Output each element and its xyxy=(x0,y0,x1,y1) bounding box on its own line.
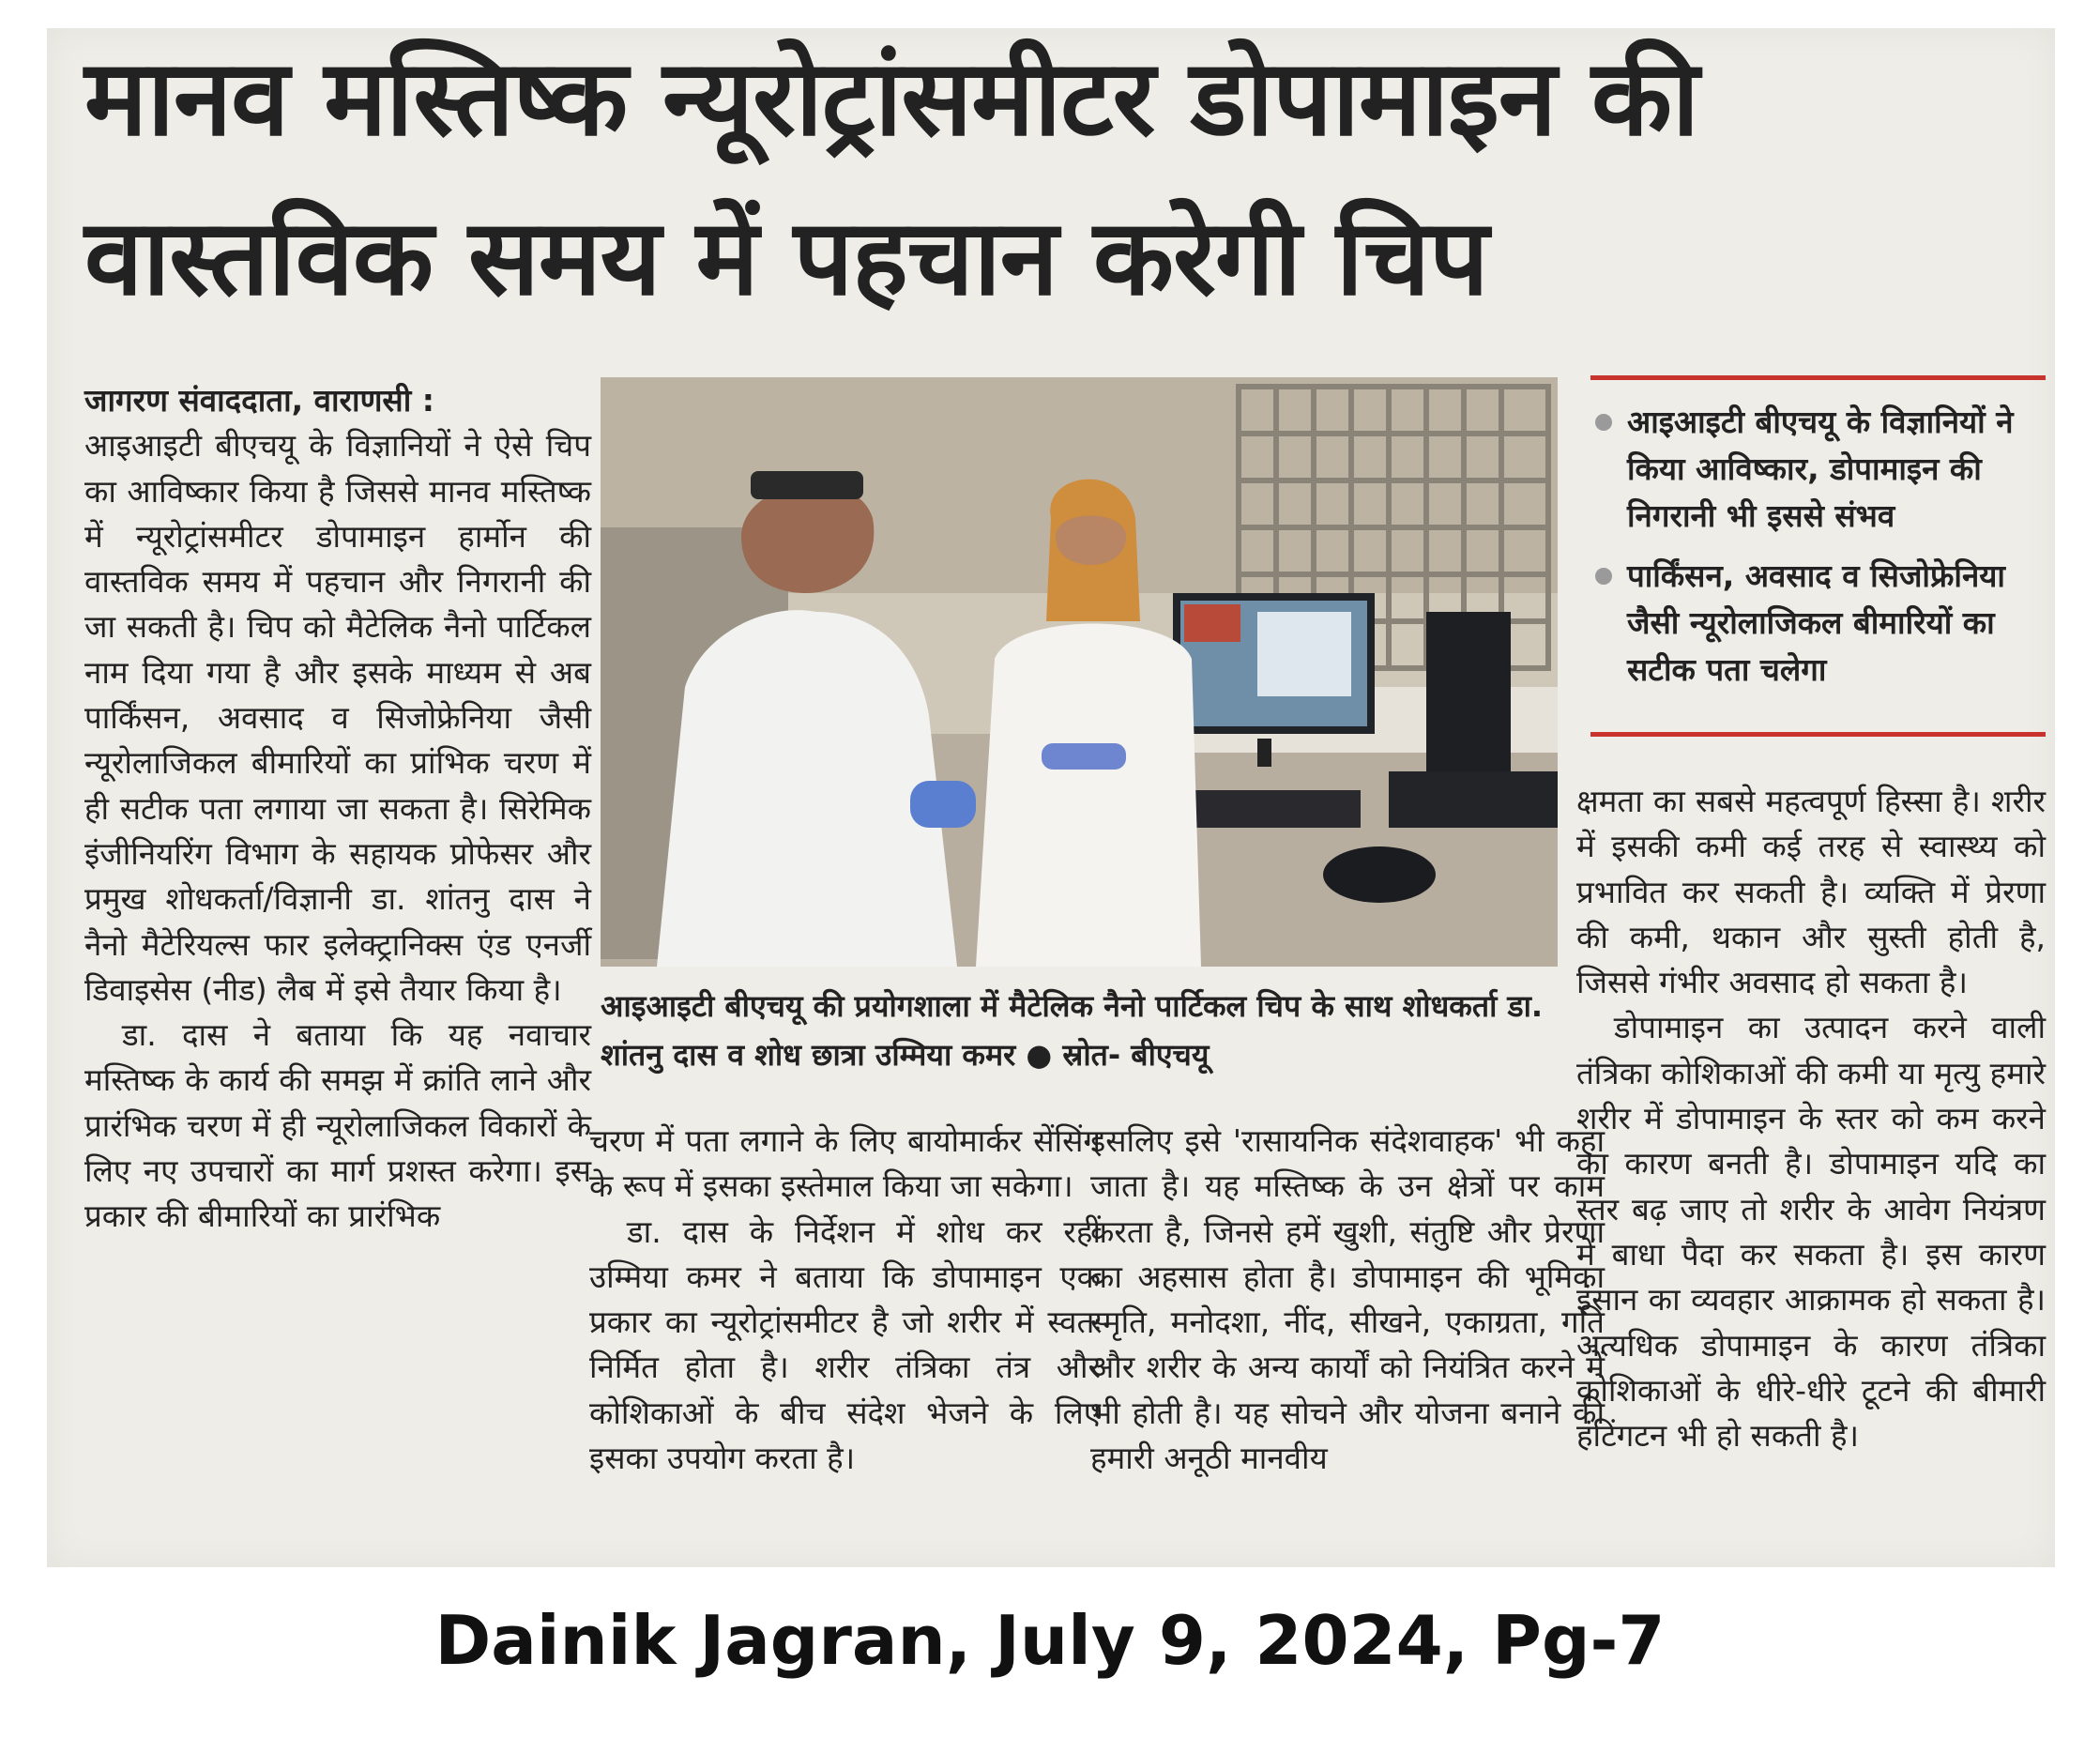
photo-credit: स्रोत- बीएचयू xyxy=(1062,1037,1210,1073)
highlight-text: आइआइटी बीएचयू के विज्ञानियों ने किया आविष्कार, डोपामाइन की निगरानी भी इससे संभव xyxy=(1627,404,2014,534)
article-column-3 xyxy=(1090,1119,1605,1481)
column-1-paragraph-1: आइआइटी बीएचयू के विज्ञानियों ने ऐसे चिप का आविष्कार किया है जिससे मानव मस्तिष्क में न्यूरोट्रांसमीटर डोपामाइन हार्मोन की वास्तविक समय में पहचान और निगरानी की जा सकती है। चिप को मैटेलिक नैनो पार्टिकल नाम दिया गया है और इसके माध्यम से अब पार्किंसन, अवसाद व सिजोफ्रेनिया जैसी न्यूरोलाजिकल बीमारियों का प्रांभिक चरण में ही सटीक पता लगाया जा सकता है। सिरेमिक इंजीनियरिंग विभाग के सहायक प्रोफेसर और प्रमुख शोधकर्ता/विज्ञानी डा. शांतनु दास ने नैनो मैटेरियल्स फार इलेक्ट्रानिक्स एंड एनर्जी डिवाइसेस (नीड) लैब में इसे तैयार किया है। xyxy=(84,427,591,1008)
highlight-text: पार्किंसन, अवसाद व सिजोफ्रेनिया जैसी न्यूरोलाजिकल बीमारियों का सटीक पता चलेगा xyxy=(1627,557,2005,688)
article-column-2 xyxy=(589,1119,1101,1481)
headline-line-1: मानव मस्तिष्क न्यूरोट्रांसमीटर डोपामाइन की xyxy=(84,38,1699,160)
photo-caption xyxy=(601,982,1576,1079)
highlight-item xyxy=(1595,553,2046,694)
highlights-box xyxy=(1595,399,2046,707)
lab-photo xyxy=(601,377,1558,967)
column-2-paragraph-1: चरण में पता लगाने के लिए बायोमार्कर सेंसिंग के रूप में इसका इस्तेमाल किया जा सकेगा। xyxy=(589,1122,1101,1205)
bullet-icon xyxy=(1595,414,1612,431)
highlight-top-rule xyxy=(1590,375,2046,380)
column-4-paragraph-2: डोपामाइन का उत्पादन करने वाली तंत्रिका कोशिकाओं की कमी या मृत्यु हमारे शरीर में डोपामाइन के स्तर को कम करने का कारण बनती है। डोपामाइन यदि का स्तर बढ़ जाए तो शरीर के आवेग नियंत्रण में बाधा पैदा कर सकता है। इस कारण इंसान का व्यवहार आक्रामक हो सकता है। अत्यधिक डोपामाइन के कारण तंत्रिका कोशिकाओं के धीरे-धीरे टूटने की बीमारी हंटिंगटन भी हो सकती है। xyxy=(1576,1009,2046,1455)
column-3-paragraph-1: इसलिए इसे 'रासायनिक संदेशवाहक' भी कहा जाता है। यह मस्तिष्क के उन क्षेत्रों पर काम करता है, जिनसे हमें खुशी, संतुष्टि और प्रेरणा का अहसास होता है। डोपामाइन की भूमिका स्मृति, मनोदशा, नींद, सीखने, एकाग्रता, गति और शरीर के अन्य कार्यों को नियंत्रित करने में भी होती है। यह सोचने और योजना बनाने की हमारी अनूठी मानवीय xyxy=(1090,1122,1605,1477)
column-1-paragraph-2: डा. दास ने बताया कि यह नवाचार मस्तिष्क के कार्य की समझ में क्रांति लाने और प्रारंभिक चरण में ही न्यूरोलाजिकल विकारों के लिए नए उपचारों का मार्ग प्रशस्त करेगा। इस प्रकार की बीमारियों का प्रारंभिक xyxy=(84,1016,591,1235)
column-4-paragraph-1: क्षमता का सबसे महत्वपूर्ण हिस्सा है। शरीर में इसकी कमी कई तरह से स्वास्थ्य को प्रभावित कर सकती है। व्यक्ति में प्रेरणा की कमी, थकान और सुस्ती होती है, जिससे गंभीर अवसाद हो सकता है। xyxy=(1576,783,2046,1001)
article-column-4 xyxy=(1576,779,2046,1458)
headline-line-2: वास्तविक समय में पहचान करेगी चिप xyxy=(84,197,1488,319)
caption-text: आइआइटी बीएचयू की प्रयोगशाला में मैटेलिक नैनो पार्टिकल चिप के साथ शोधकर्ता डा. शांतनु दास व शोध छात्रा उम्मिया कमर xyxy=(601,988,1544,1073)
byline: जागरण संवाददाता, वाराणसी : xyxy=(84,382,434,419)
article-column-1 xyxy=(84,378,591,1240)
highlight-bottom-rule xyxy=(1590,732,2046,737)
caption-bullet-icon: ● xyxy=(1026,1037,1063,1073)
column-2-paragraph-2: डा. दास के निर्देशन में शोध कर रहीं उम्मिया कमर ने बताया कि डोपामाइन एक प्रकार का न्यूरोट्रांसमीटर है जो शरीर में स्वतः निर्मित होता है। शरीर तंत्रिका तंत्र और कोशिकाओं के बीच संदेश भेजने के लिए इसका उपयोग करता है। xyxy=(589,1212,1101,1477)
newspaper-clipping xyxy=(47,28,2055,1567)
bullet-icon xyxy=(1595,568,1612,585)
source-citation: Dainik Jagran, July 9, 2024, Pg-7 xyxy=(434,1601,1666,1680)
highlight-item xyxy=(1595,399,2046,540)
